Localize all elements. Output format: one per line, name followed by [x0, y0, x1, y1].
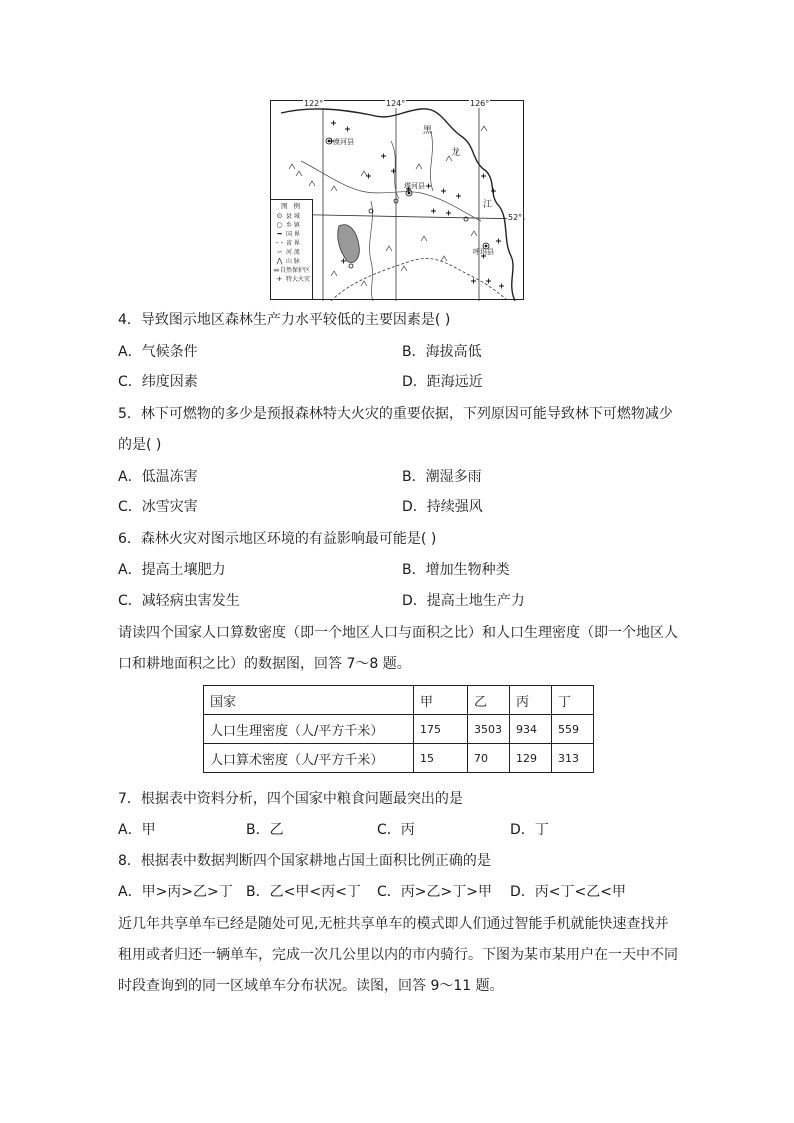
q4-option-a: A．气候条件: [118, 344, 198, 360]
nature-reserve-icon: ▬: [273, 265, 280, 274]
cell: 175: [414, 715, 468, 744]
legend-item: ∽ 河 流: [273, 247, 310, 256]
q7-option-a: A．甲: [118, 822, 156, 838]
province-border-icon: - -: [275, 238, 284, 247]
q4-option-c: C．纬度因素: [118, 374, 198, 390]
legend-title: 图 例: [280, 202, 303, 210]
county-seat-icon: ⊙: [276, 211, 283, 220]
row-label-arithmetic: 人口算术密度（人/平方千米）: [204, 744, 414, 773]
question-6-stem: 6．森林火灾对图示地区环境的有益影响最可能是( ): [118, 531, 437, 547]
legend-item: + 特大火灾: [273, 274, 310, 283]
cell: 559: [552, 715, 594, 744]
map-legend: [271, 199, 313, 299]
header-ding: 丁: [552, 686, 594, 715]
legend-item: - - 省 界: [273, 238, 310, 247]
intro-q7-8-line-1: 请读四个国家人口算数密度（即一个地区人口与面积之比）和人口生理密度（即一个地区人: [118, 625, 678, 641]
row-label-physiological: 人口生理密度（人/平方千米）: [204, 715, 414, 744]
county-label-tahe: 塔河县: [404, 182, 425, 190]
intro-q7-8-line-2: 口和耕地面积之比）的数据图，回答 7～8 题。: [118, 656, 411, 672]
q6-option-b: B．增加生物种类: [402, 562, 510, 578]
intro-q9-11-line-3: 时段查询到的同一区域单车分布状况。读图，回答 9～11 题。: [118, 978, 504, 994]
township-icon: ○: [276, 220, 283, 229]
q5-option-c: C．冰雪灾害: [118, 499, 198, 515]
header-jia: 甲: [414, 686, 468, 715]
longitude-124: 124°: [386, 99, 406, 108]
table-row: [204, 715, 594, 744]
cell: 15: [414, 744, 468, 773]
county-label-huma: 呼玛县: [473, 248, 494, 256]
q5-option-a: A．低温冻害: [118, 469, 198, 485]
legend-item: ○ 乡 镇: [273, 220, 310, 229]
q6-option-c: C．减轻病虫害发生: [118, 593, 240, 609]
forest-fire-map: [270, 100, 524, 300]
q8-option-c: C．丙>乙>丁>甲: [377, 884, 492, 900]
table-header-row: [204, 686, 594, 715]
legend-item: ⋀ 山 脉: [273, 256, 310, 265]
q7-option-d: D．丁: [510, 822, 549, 838]
longitude-122: 122°: [304, 99, 324, 108]
q8-option-b: B．乙<甲<丙<丁: [246, 884, 361, 900]
q4-option-d: D．距海远近: [402, 374, 483, 390]
cell: 70: [468, 744, 510, 773]
cell: 129: [510, 744, 552, 773]
longitude-126: 126°: [470, 99, 490, 108]
national-border-icon: ━: [277, 229, 282, 238]
q5-option-d: D．持续强风: [402, 499, 483, 515]
q8-option-a: A．甲>丙>乙>丁: [118, 884, 233, 900]
cell: 313: [552, 744, 594, 773]
question-5-stem: 5．林下可燃物的多少是预报森林特大火灾的重要依据，下列原因可能导致林下可燃物减少: [118, 406, 673, 422]
question-8-stem: 8．根据表中数据判断四个国家耕地占国土面积比例正确的是: [118, 853, 491, 869]
q6-option-d: D．提高土地生产力: [402, 593, 525, 609]
q6-option-a: A．提高土壤肥力: [118, 562, 226, 578]
mountain-icon: ⋀: [276, 256, 283, 265]
q7-option-b: B．乙: [246, 822, 284, 838]
header-country: 国家: [204, 686, 414, 715]
cell: 934: [510, 715, 552, 744]
question-7-stem: 7．根据表中资料分析，四个国家中粮食问题最突出的是: [118, 791, 463, 807]
intro-q9-11-line-2: 租用或者归还一辆单车，完成一次几公里以内的市内骑行。下图为某市某用户在一天中不同: [118, 947, 678, 963]
county-label-mohe: 漠河县: [333, 138, 354, 146]
wildfire-icon: +: [276, 274, 283, 283]
question-5-stem-continued: 的是( ): [118, 437, 162, 453]
legend-item: ▬ 自然保护区: [273, 265, 310, 274]
legend-item: ━ 国 界: [273, 229, 310, 238]
q7-option-c: C．丙: [377, 822, 415, 838]
q8-option-d: D．丙<丁<乙<甲: [510, 884, 626, 900]
river-label-char-2: 龙: [451, 148, 461, 158]
population-density-table: [203, 685, 594, 773]
q4-option-b: B．海拔高低: [402, 344, 482, 360]
legend-item: ⊙ 县 城: [273, 211, 310, 220]
latitude-52: 52°: [508, 213, 523, 222]
header-yi: 乙: [468, 686, 510, 715]
river-label-char-1: 黑: [423, 126, 433, 136]
river-icon: ∽: [276, 247, 283, 256]
question-4-stem: 4．导致图示地区森林生产力水平较低的主要因素是( ): [118, 312, 451, 328]
intro-q9-11-line-1: 近几年共享单车已经是随处可见,无桩共享单车的模式即人们通过智能手机就能快速查找并: [118, 916, 669, 932]
q5-option-b: B．潮湿多雨: [402, 469, 482, 485]
table-row: [204, 744, 594, 773]
header-bing: 丙: [510, 686, 552, 715]
river-label-char-3: 江: [483, 200, 493, 210]
cell: 3503: [468, 715, 510, 744]
